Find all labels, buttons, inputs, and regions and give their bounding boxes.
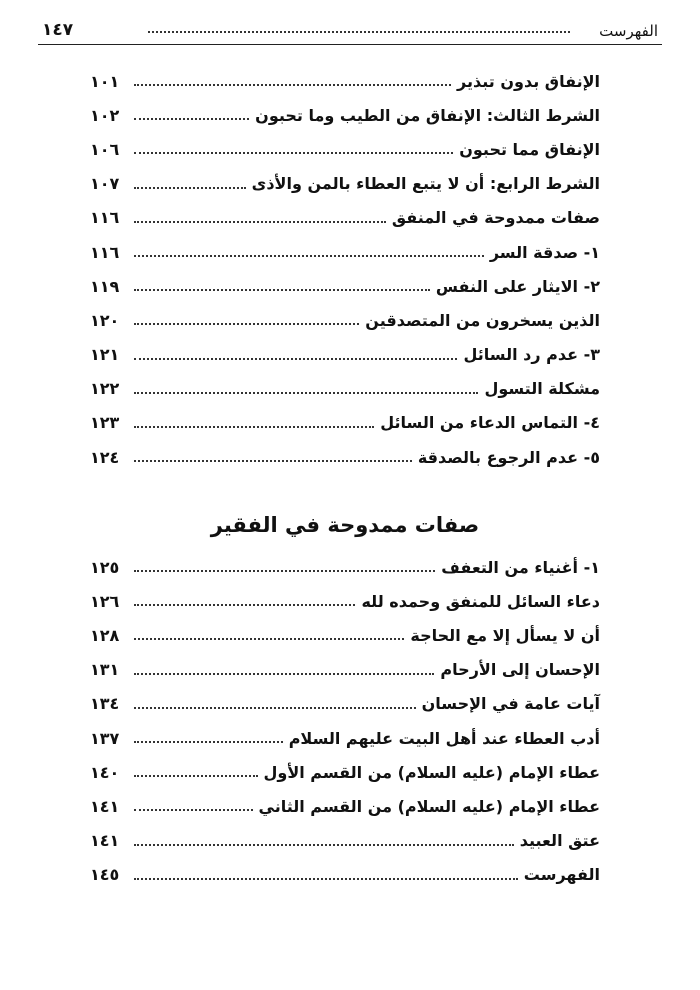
toc-entry[interactable] (90, 858, 600, 892)
toc-entry[interactable] (90, 618, 600, 652)
dot-leader (134, 878, 518, 880)
dot-leader (134, 187, 246, 189)
toc-entry-title: ١- صدقة السر (489, 242, 600, 262)
toc-entry[interactable] (90, 653, 600, 687)
toc-entry[interactable] (90, 372, 600, 406)
dot-leader (134, 392, 478, 394)
toc-entry-title: عتق العبيد (519, 831, 600, 851)
toc-entry-page: ١٢١ (90, 345, 120, 365)
toc-entry-title: الإنفاق بدون تبذير (457, 71, 600, 91)
toc-entry[interactable] (90, 550, 600, 584)
toc-entry-page: ١٤٥ (90, 865, 120, 885)
toc-entry[interactable] (90, 132, 600, 166)
toc-entry[interactable] (90, 303, 600, 337)
header-page-number: ١٤٧ (42, 20, 74, 40)
toc-entry[interactable] (90, 406, 600, 440)
dot-leader (134, 844, 514, 846)
dot-leader (134, 775, 258, 777)
toc-entry[interactable] (90, 440, 600, 474)
toc-entry-page: ١٠١ (90, 71, 120, 91)
toc-entry[interactable] (90, 167, 600, 201)
toc-entry-page: ١٢٢ (90, 379, 120, 399)
toc-entry-title: أن لا يسأل إلا مع الحاجة (410, 625, 600, 645)
toc-entry[interactable] (90, 338, 600, 372)
toc-entry-page: ١٠٢ (90, 105, 120, 125)
toc-entry[interactable] (90, 235, 600, 269)
toc-entry-title: ٤- التماس الدعاء من السائل (380, 413, 600, 433)
toc-entry-page: ١٤١ (90, 796, 120, 816)
toc-entry-page: ١٣١ (90, 660, 120, 680)
toc-entry-page: ١١٦ (90, 208, 120, 228)
dot-leader (134, 221, 386, 223)
dot-leader (134, 84, 451, 86)
dot-leader (134, 426, 374, 428)
page-header (38, 18, 662, 45)
toc-entry-title: ١- أغنياء من التعفف (441, 557, 600, 577)
toc-entry[interactable] (90, 687, 600, 721)
section-heading: صفات ممدوحة في الفقير (210, 513, 480, 537)
toc-entry-page: ١٣٧ (90, 728, 120, 748)
dot-leader (134, 570, 435, 572)
toc-entry-page: ١٣٤ (90, 694, 120, 714)
dot-leader (134, 118, 249, 120)
header-dot-leader (148, 31, 570, 33)
toc-entry-page: ١٠٧ (90, 174, 120, 194)
toc-section-1 (90, 64, 600, 474)
toc-entry-title: عطاء الإمام (عليه السلام) من القسم الأول (263, 762, 600, 782)
toc-entry-page: ١٢٣ (90, 413, 120, 433)
dot-leader (134, 707, 416, 709)
toc-entry-page: ١٢٦ (90, 591, 120, 611)
toc-entry-title: الذين يسخرون من المتصدقين (365, 310, 600, 330)
toc-entry-page: ١١٦ (90, 242, 120, 262)
toc-entry[interactable] (90, 755, 600, 789)
toc-entry-page: ١٢٤ (90, 447, 120, 467)
toc-entry-page: ١٤١ (90, 831, 120, 851)
toc-entry-title: الإحسان إلى الأرحام (440, 660, 600, 680)
toc-entry[interactable] (90, 824, 600, 858)
dot-leader (134, 809, 253, 811)
toc-entry-page: ١٤٠ (90, 762, 120, 782)
toc-entry-title: مشكلة التسول (484, 379, 600, 399)
dot-leader (134, 323, 359, 325)
toc-section-2 (90, 510, 600, 892)
toc-entry-title: ٢- الايثار على النفس (435, 276, 600, 296)
dot-leader (134, 152, 453, 154)
toc-entry-page: ١٢٠ (90, 310, 120, 330)
toc-entry-page: ١١٩ (90, 276, 120, 296)
toc-entry[interactable] (90, 269, 600, 303)
toc-entry-title: الفهرست (523, 865, 600, 885)
toc-entry-title: أدب العطاء عند أهل البيت عليهم السلام (288, 728, 600, 748)
toc-entry-title: الشرط الرابع: أن لا يتبع العطاء بالمن والأذى (251, 174, 600, 194)
toc-entry-title: ٣- عدم رد السائل (463, 345, 600, 365)
toc-entry[interactable] (90, 201, 600, 235)
toc-entry[interactable] (90, 64, 600, 98)
toc-entry-title: ٥- عدم الرجوع بالصدقة (417, 447, 600, 467)
dot-leader (134, 255, 484, 257)
dot-leader (134, 673, 434, 675)
dot-leader (134, 460, 412, 462)
toc-entry-title: الشرط الثالث: الإنفاق من الطيب وما تحبون (255, 105, 600, 125)
dot-leader (134, 358, 457, 360)
toc-entry-page: ١٠٦ (90, 139, 120, 159)
toc-entry-title: الإنفاق مما تحبون (459, 139, 600, 159)
header-title: الفهرست (599, 22, 658, 40)
toc-entry[interactable] (90, 98, 600, 132)
toc-entry-page: ١٢٨ (90, 625, 120, 645)
toc-entry-title: دعاء السائل للمنفق وحمده لله (361, 591, 600, 611)
toc-entry[interactable] (90, 584, 600, 618)
toc-entry[interactable] (90, 789, 600, 823)
dot-leader (134, 289, 430, 291)
toc-entry-page: ١٢٥ (90, 557, 120, 577)
dot-leader (134, 638, 404, 640)
dot-leader (134, 604, 355, 606)
toc-entry-title: صفات ممدوحة في المنفق (391, 208, 600, 228)
toc-entry[interactable] (90, 721, 600, 755)
toc-entry-title: عطاء الإمام (عليه السلام) من القسم الثاني (258, 796, 600, 816)
dot-leader (134, 741, 283, 743)
toc-entry-title: آيات عامة في الإحسان (421, 694, 600, 714)
